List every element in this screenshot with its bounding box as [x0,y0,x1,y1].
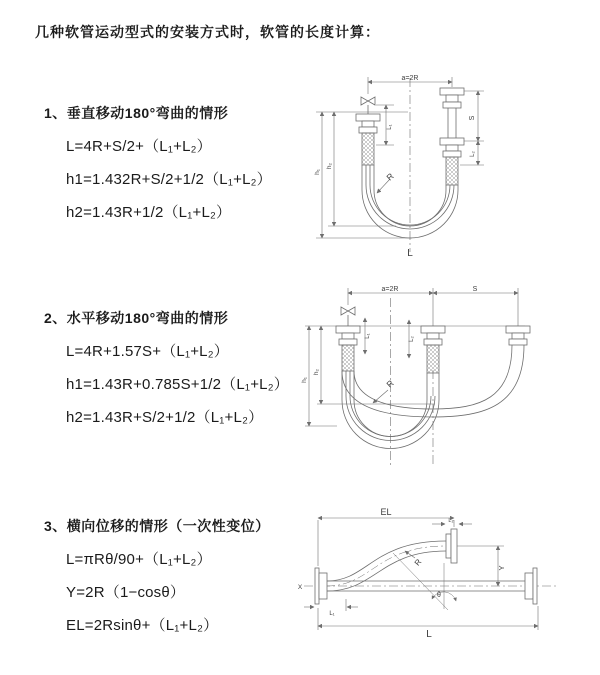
valve-icon [341,307,355,326]
formula-length: L=4R+S/2+（L₁+L₂） [66,138,212,155]
diagram-3-svg [296,506,596,644]
left-flange [315,568,327,604]
diagram-1-svg [300,68,590,260]
radius-label: R [384,378,396,390]
radius-leader [377,179,390,193]
formula-y: Y=2R（1−cosθ） [66,584,186,601]
left-fitting [336,326,360,371]
section-1-heading: 1、垂直移动180°弯曲的情形 [44,105,229,121]
dimension-l1 [304,599,358,611]
diagram-horizontal-180-bend [293,280,593,477]
diagram-2-svg [293,280,593,472]
section-horizontal-movement [44,308,289,427]
section-2-heading: 2、水平移动180°弯曲的情形 [44,310,229,326]
dim-label-s: S [469,115,476,121]
diagram-vertical-180-bend [300,68,590,265]
radius-label: R [384,171,396,183]
right-fitting [440,88,464,185]
formula-h2: h2=1.43R+S/2+1/2（L₁+L₂） [66,409,264,426]
dim-label-s: S [472,286,478,293]
diagram-lateral-displacement [296,506,596,649]
section-lateral-displacement [44,516,270,635]
formula-length: L=πRθ/90+（L₁+L₂） [66,551,212,568]
formula-h1: h1=1.43R+0.785S+1/2（L₁+L₂） [66,376,289,393]
dimension-el [318,518,454,566]
dim-label-h1: h₁ [314,169,321,175]
formula-el: EL=2Rsinθ+（L₁+L₂） [66,617,219,634]
s-curve-hose [327,541,446,591]
formula-h1: h1=1.432R+S/2+1/2（L₁+L₂） [66,171,272,188]
dim-label-l2: L₂ [470,151,476,157]
page-title: 几种软管运动型式的安装方式时，软管的长度计算： [35,24,380,40]
dim-label-el: EL [380,507,392,517]
angle-construction [393,553,456,610]
radius-label: R [412,557,424,568]
dim-label-l: L [426,629,432,640]
axis-mark: X [297,584,303,591]
dimension-a2r [348,288,518,326]
valve-icon [361,97,375,114]
dim-label-l2: L₂ [448,518,454,524]
upper-flange [446,529,457,563]
dim-label-l2: L₂ [409,336,415,342]
radius-leader [373,390,388,403]
dim-label-y: Y [497,565,506,571]
formula-h2: h2=1.43R+1/2（L₁+L₂） [66,204,232,221]
dim-label-h1: h₁ [301,377,308,383]
length-label: L [407,248,413,259]
section-vertical-movement [44,103,272,222]
dim-label-h2: h₂ [313,368,320,376]
dim-label-a2r: a=2R [401,75,419,82]
middle-fitting [421,326,445,373]
right-flange [525,568,537,604]
dim-label-l1: L₁ [387,124,393,130]
dim-label-h2: h₂ [326,162,333,170]
left-fitting [356,114,380,165]
dimension-l [318,606,538,630]
formula-length: L=4R+1.57S+（L₁+L₂） [66,343,229,360]
section-3-heading: 3、横向位移的情形（一次性变位） [44,518,270,534]
right-fitting [506,326,530,345]
dim-label-l1: L₁ [329,611,335,617]
theta-label: θ [437,592,441,599]
dim-label-a2r: a=2R [381,286,399,293]
dim-label-l1: L₁ [365,333,371,339]
